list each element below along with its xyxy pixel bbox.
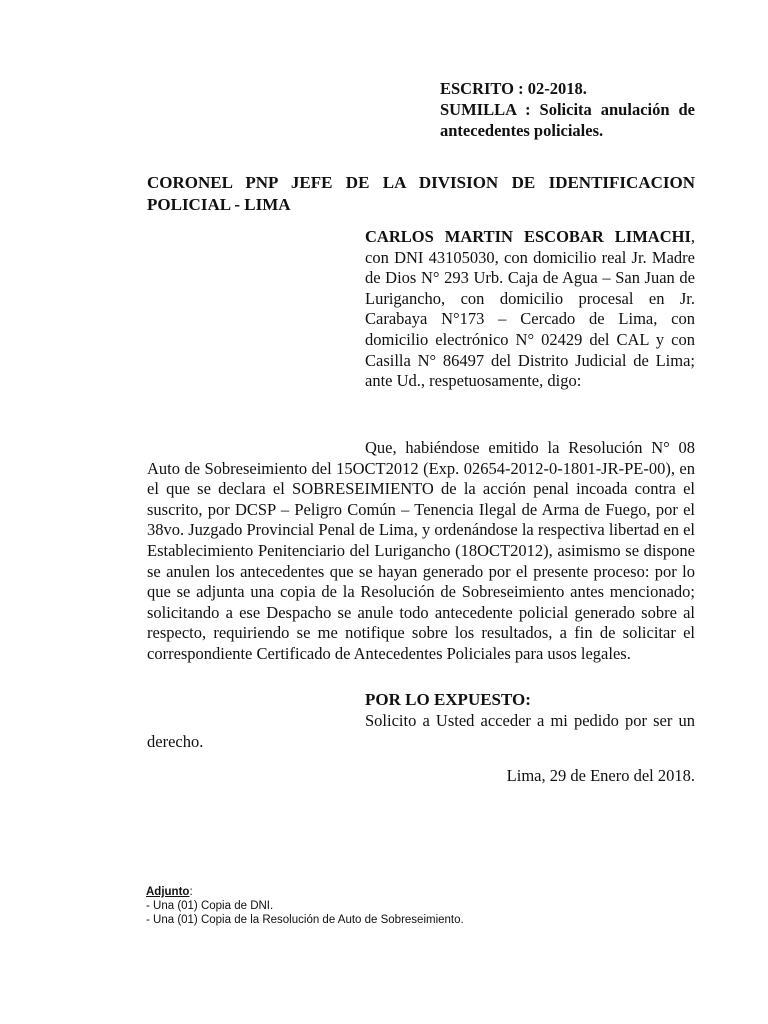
attachment-item: - Una (01) Copia de DNI. xyxy=(146,900,274,912)
closing-heading: POR LO EXPUESTO: xyxy=(365,690,531,709)
attachments-heading xyxy=(146,885,666,899)
closing-request: Solicito a Usted acceder a mi pedido por ser un derecho. xyxy=(147,711,695,751)
document-header xyxy=(440,78,695,141)
addressee: CORONEL PNP JEFE DE LA DIVISION DE IDENTIFICACION POLICIAL - LIMA xyxy=(147,173,695,214)
petitioner-name: CARLOS MARTIN ESCOBAR LIMACHI xyxy=(365,227,691,246)
attachments-title: Adjunto xyxy=(146,886,190,898)
attachments-section xyxy=(146,885,666,927)
attachments-title-colon: : xyxy=(189,886,193,898)
escrito-line: ESCRITO : 02-2018. xyxy=(440,79,587,98)
attachment-item: - Una (01) Copia de la Resolución de Auto de Sobreseimiento. xyxy=(146,914,464,926)
date-line: Lima, 29 de Enero del 2018. xyxy=(506,766,695,785)
petitioner-paragraph xyxy=(365,227,695,392)
petitioner-details: , con DNI 43105030, con domicilio real Jr. Madre de Dios N° 293 Urb. Caja de Agua – San Juan de Lurigancho, con domicilio procesal en Jr. Carabaya N°173 – Cercado de Lima, con domicilio electrónico N° 02429 del CAL y con Casilla N° 86497 del Distrito Judicial de Lima; ante Ud., respetuosamente, digo: xyxy=(365,227,695,391)
sumilla-line: SUMILLA : Solicita anulación de antecedentes policiales. xyxy=(440,100,695,140)
body-paragraph: Que, habiéndose emitido la Resolución N° 08 Auto de Sobreseimiento del 15OCT2012 (Exp. 02654-2012-0-1801-JR-PE-00), en el que se declara el SOBRESEIMIENTO de la acción penal incoada contra el suscrito, por DCSP – Peligro Común – Tenencia Ilegal de Arma de Fuego, por el 38vo. Juzgado Provincial Penal de Lima, y ordenándose la respectiva libertad en el Establecimiento Penitenciario del Lurigancho (18OCT2012), asimismo se dispone se anulen los antecedentes que se hayan generado por el presente proceso: por lo que se adjunta una copia de la Resolución de Sobreseimiento antes mencionado; solicitando a ese Despacho se anule todo antecedente policial generado sobre al respecto, requiriendo se me notifique sobre los resultados, a fin de solicitar el correspondiente Certificado de Antecedentes Policiales para usos legales. xyxy=(147,438,695,663)
